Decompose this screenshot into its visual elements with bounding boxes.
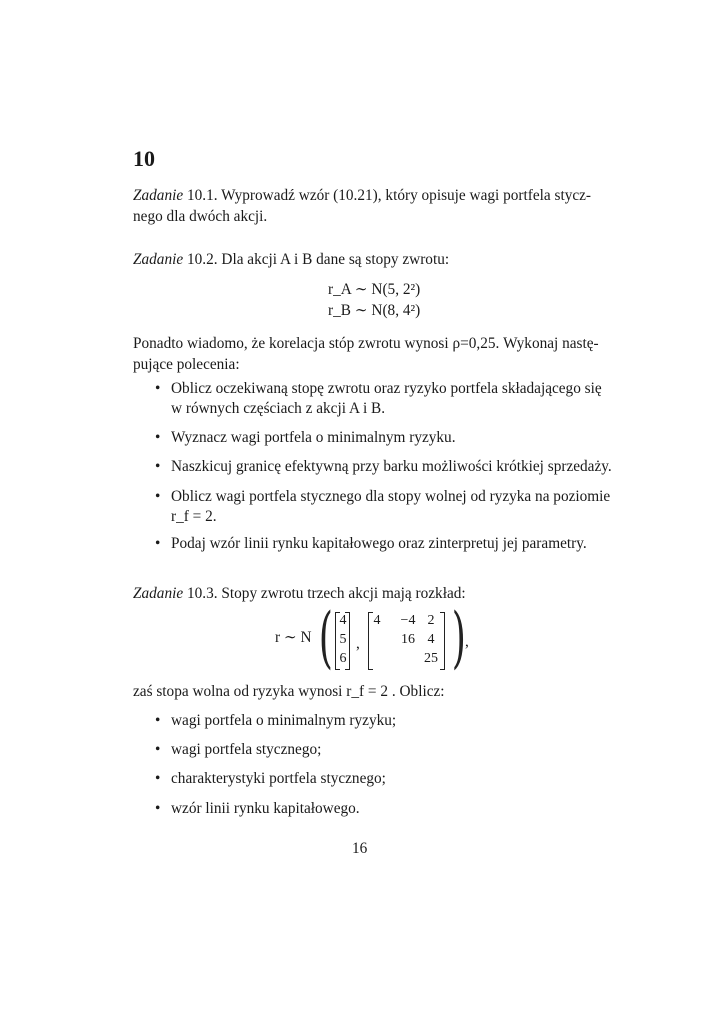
bullet-symbol: • — [155, 458, 161, 475]
task-text: Dla akcji A i B dane są stopy zwrotu: — [221, 251, 450, 268]
task-10-2-para-line1: Ponadto wiadomo, że korelacja stóp zwrotu wynosi ρ=0,25. Wykonaj nastę- — [133, 335, 599, 352]
matrix-cell: −4 — [400, 613, 416, 628]
vector-cell: 6 — [339, 651, 347, 666]
vector-bracket-right — [345, 612, 350, 670]
bullet-text: wagi portfela o minimalnym ryzyku; — [171, 712, 397, 729]
matrix-bracket-right — [440, 612, 445, 670]
task-number: 10.1. — [183, 187, 222, 204]
bullet-text: Podaj wzór linii rynku kapitałowego oraz zinterpretuj jej parametry. — [171, 535, 587, 552]
task-text: Stopy zwrotu trzech akcji mają rozkład: — [221, 585, 466, 602]
matrix-cell: 16 — [401, 632, 415, 647]
chapter-number: 10 — [133, 146, 155, 171]
matrix-cell: 2 — [427, 613, 435, 628]
bullet-text: Naszkicuj granicę efektywną przy barku możliwości krótkiej sprzedaży. — [171, 458, 612, 475]
vector-cell: 4 — [339, 613, 347, 628]
task-label: Zadanie — [133, 585, 184, 602]
equation-lhs: r ∼ N — [275, 629, 312, 646]
bullet-symbol: • — [155, 488, 161, 505]
matrix-cell: 25 — [424, 651, 438, 666]
task-number: 10.3. — [183, 585, 222, 602]
bullet-symbol: • — [155, 535, 161, 552]
bullet-symbol: • — [155, 741, 161, 758]
matrix-cell: 4 — [427, 632, 435, 647]
equation-r-a: r_A ∼ N(5, 2²) — [328, 281, 421, 298]
task-10-3-after: zaś stopa wolna od ryzyka wynosi r_f = 2 . Oblicz: — [133, 683, 445, 700]
page-number: 16 — [352, 840, 368, 857]
task-label: Zadanie — [133, 187, 184, 204]
separator-comma: , — [356, 635, 360, 652]
task-10-3-intro — [133, 583, 609, 604]
task-10-2-para-line2: pujące polecenia: — [133, 356, 240, 373]
task-10-1-line2: nego dla dwóch akcji. — [133, 208, 268, 225]
bullet-text: wagi portfela stycznego; — [171, 741, 322, 758]
matrix-cell: 4 — [373, 613, 381, 628]
trailing-comma: , — [465, 633, 469, 650]
bullet-text-cont: r_f = 2. — [171, 508, 217, 525]
bullet-symbol: • — [155, 380, 161, 397]
bullet-text: Oblicz wagi portfela stycznego dla stopy wolnej od ryzyka na poziomie — [171, 488, 611, 505]
bullet-symbol: • — [155, 429, 161, 446]
left-paren: ( — [318, 599, 333, 676]
task-text: Wyprowadź wzór (10.21), który opisuje wagi portfela stycz- — [221, 187, 592, 204]
equation-r-b: r_B ∼ N(8, 4²) — [328, 302, 421, 319]
bullet-text: Wyznacz wagi portfela o minimalnym ryzyku. — [171, 429, 456, 446]
bullet-symbol: • — [155, 770, 161, 787]
right-paren: ) — [451, 599, 466, 676]
task-number: 10.2. — [183, 251, 222, 268]
vector-cell: 5 — [339, 632, 347, 647]
bullet-symbol: • — [155, 712, 161, 729]
bullet-text: charakterystyki portfela stycznego; — [171, 770, 386, 787]
task-label: Zadanie — [133, 251, 184, 268]
task-10-1-line1 — [133, 185, 609, 206]
bullet-text: wzór linii rynku kapitałowego. — [171, 800, 360, 817]
bullet-text: Oblicz oczekiwaną stopę zwrotu oraz ryzyko portfela składającego się — [171, 380, 602, 397]
task-10-2-intro — [133, 249, 609, 270]
bullet-symbol: • — [155, 800, 161, 817]
bullet-text-cont: w równych częściach z akcji A i B. — [171, 400, 386, 417]
